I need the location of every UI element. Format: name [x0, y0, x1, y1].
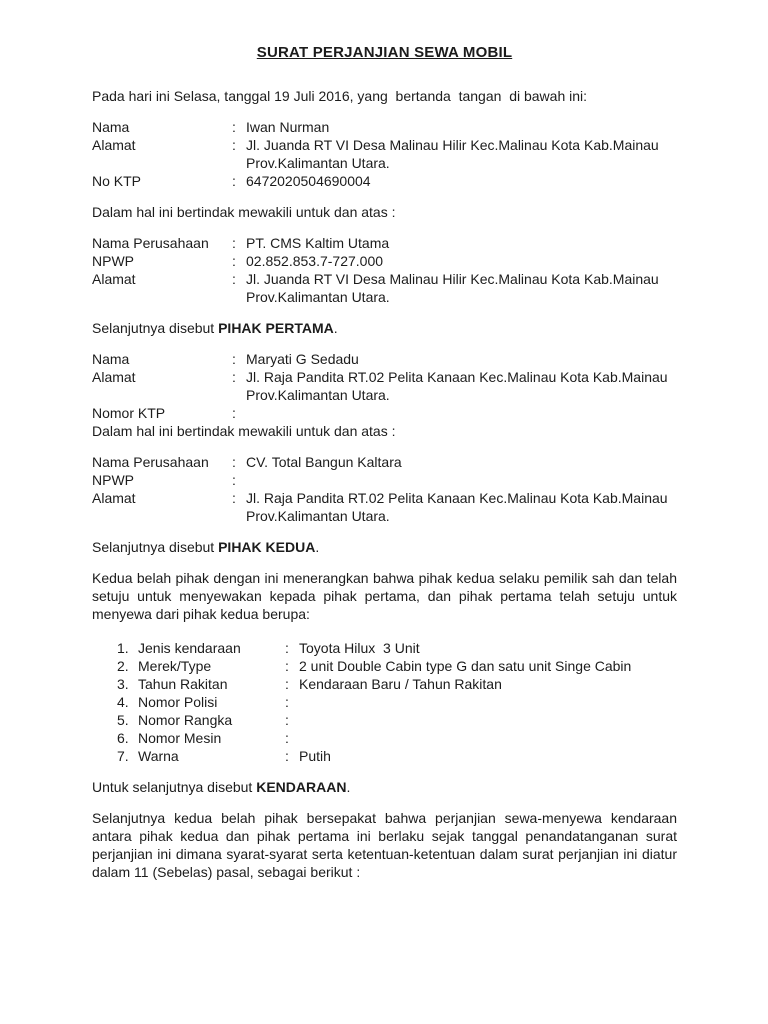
designation-prefix: Untuk selanjutnya disebut	[92, 779, 257, 795]
field-colon: :	[285, 640, 289, 656]
field-value: PT. CMS Kaltim Utama	[246, 235, 390, 251]
field-row	[92, 270, 677, 306]
field-row	[92, 172, 677, 190]
list-number: 2.	[117, 658, 129, 674]
field-label: Nama Perusahaan	[92, 235, 209, 251]
acting-statement: Dalam hal ini bertindak mewakili untuk dan atas :	[92, 204, 396, 220]
field-colon: :	[232, 351, 236, 367]
field-label: NPWP	[92, 253, 134, 269]
designation-term: KENDARAAN	[256, 779, 347, 795]
field-label: Nomor KTP	[92, 405, 166, 421]
field-colon: :	[232, 369, 236, 385]
document-title: SURAT PERJANJIAN SEWA MOBIL	[256, 44, 513, 61]
designation-term: PIHAK PERTAMA	[218, 320, 334, 336]
designation-prefix: Selanjutnya disebut	[92, 320, 219, 336]
field-value: Jl. Raja Pandita RT.02 Pelita Kanaan Kec.Malinau Kota Kab.Mainau Prov.Kalimantan Utara.	[246, 369, 672, 403]
party1-designation	[92, 319, 677, 337]
field-row	[92, 350, 677, 368]
field-value: Jl. Raja Pandita RT.02 Pelita Kanaan Kec.Malinau Kota Kab.Mainau Prov.Kalimantan Utara.	[246, 490, 672, 524]
acting-statement: Dalam hal ini bertindak mewakili untuk dan atas :	[92, 423, 396, 439]
field-colon: :	[285, 748, 289, 764]
list-value	[299, 729, 677, 747]
field-colon: :	[232, 405, 236, 421]
list-value: Kendaraan Baru / Tahun Rakitan	[299, 676, 502, 692]
list-number: 5.	[117, 712, 129, 728]
list-number: 4.	[117, 694, 129, 710]
list-item	[117, 747, 677, 765]
field-value: CV. Total Bangun Kaltara	[246, 454, 402, 470]
list-number: 1.	[117, 640, 129, 656]
list-value: 2 unit Double Cabin type G dan satu unit Singe Cabin	[299, 658, 632, 674]
field-colon: :	[232, 235, 236, 251]
field-label: Alamat	[92, 271, 136, 287]
field-row	[92, 471, 677, 489]
field-colon: :	[285, 712, 289, 728]
list-item	[117, 711, 677, 729]
field-colon: :	[232, 490, 236, 506]
designation-term: PIHAK KEDUA	[218, 539, 316, 555]
field-row	[92, 234, 677, 252]
party2-designation	[92, 538, 677, 556]
designation-prefix: Selanjutnya disebut	[92, 539, 219, 555]
party2-company-block	[92, 453, 677, 525]
list-label: Nomor Rangka	[138, 712, 233, 728]
field-value: Jl. Juanda RT VI Desa Malinau Hilir Kec.Malinau Kota Kab.Mainau Prov.Kalimantan Utara.	[246, 271, 663, 305]
list-value	[299, 711, 677, 729]
field-colon: :	[285, 730, 289, 746]
field-colon: :	[232, 173, 236, 189]
field-value: 02.852.853.7-727.000	[246, 253, 384, 269]
field-colon: :	[232, 454, 236, 470]
list-item	[117, 639, 677, 657]
field-colon: :	[232, 271, 236, 287]
field-row	[92, 252, 677, 270]
list-item	[117, 675, 677, 693]
vehicle-list	[92, 639, 677, 765]
list-value: Putih	[299, 748, 331, 764]
list-label: Warna	[138, 748, 179, 764]
list-value	[299, 693, 677, 711]
field-row	[92, 368, 677, 404]
list-label: Jenis kendaraan	[138, 640, 241, 656]
field-colon: :	[232, 253, 236, 269]
field-colon: :	[285, 658, 289, 674]
field-value: Jl. Juanda RT VI Desa Malinau Hilir Kec.Malinau Kota Kab.Mainau Prov.Kalimantan Utara.	[246, 137, 663, 171]
field-label: Alamat	[92, 137, 136, 153]
agreement-intro-paragraph: Kedua belah pihak dengan ini menerangkan bahwa pihak kedua selaku pemilik sah dan telah setuju untuk menyewakan kepada pihak pertama, dan pihak pertama telah setuju untuk menyewa dari pihak kedua berupa:	[92, 570, 677, 622]
field-value	[246, 471, 677, 489]
field-label: Nama Perusahaan	[92, 454, 209, 470]
list-item	[117, 729, 677, 747]
party2-person-block	[92, 350, 677, 440]
field-value: Maryati G Sedadu	[246, 351, 359, 367]
field-value: 6472020504690004	[246, 173, 371, 189]
field-colon: :	[232, 119, 236, 135]
list-item	[117, 657, 677, 675]
field-label: Nama	[92, 119, 130, 135]
list-label: Nomor Polisi	[138, 694, 218, 710]
field-row	[92, 136, 677, 172]
designation-suffix: .	[346, 779, 351, 795]
list-label: Nomor Mesin	[138, 730, 222, 746]
list-label: Merek/Type	[138, 658, 212, 674]
field-row	[92, 118, 677, 136]
field-label: No KTP	[92, 173, 142, 189]
closing-paragraph: Selanjutnya kedua belah pihak bersepakat bahwa perjanjian sewa-menyewa kendaraan antara pihak kedua dan pihak pertama ini berlaku sejak tanggal penandatanganan surat perjanjian ini dimana syarat-syarat serta ketentuan-ketentuan dalam surat perjanjian ini diatur dalam 11 (Sebelas) pasal, sebagai berikut :	[92, 810, 677, 880]
list-number: 3.	[117, 676, 129, 692]
designation-suffix: .	[315, 539, 320, 555]
field-label: Alamat	[92, 369, 136, 385]
field-row	[92, 453, 677, 471]
field-row	[92, 489, 677, 525]
party1-person-block	[92, 118, 677, 190]
party1-company-block	[92, 234, 677, 306]
list-number: 6.	[117, 730, 129, 746]
field-label: NPWP	[92, 472, 134, 488]
list-label: Tahun Rakitan	[138, 676, 228, 692]
field-colon: :	[232, 472, 236, 488]
field-colon: :	[285, 694, 289, 710]
list-number: 7.	[117, 748, 129, 764]
field-label: Nama	[92, 351, 130, 367]
field-value	[246, 404, 677, 422]
vehicle-designation	[92, 778, 677, 796]
field-label: Alamat	[92, 490, 136, 506]
field-row	[92, 404, 677, 422]
designation-suffix: .	[333, 320, 338, 336]
field-colon: :	[232, 137, 236, 153]
field-value: Iwan Nurman	[246, 119, 330, 135]
intro-paragraph: Pada hari ini Selasa, tanggal 19 Juli 2016, yang bertanda tangan di bawah ini:	[92, 88, 588, 104]
field-colon: :	[285, 676, 289, 692]
list-value: Toyota Hilux 3 Unit	[299, 640, 420, 656]
list-item	[117, 693, 677, 711]
